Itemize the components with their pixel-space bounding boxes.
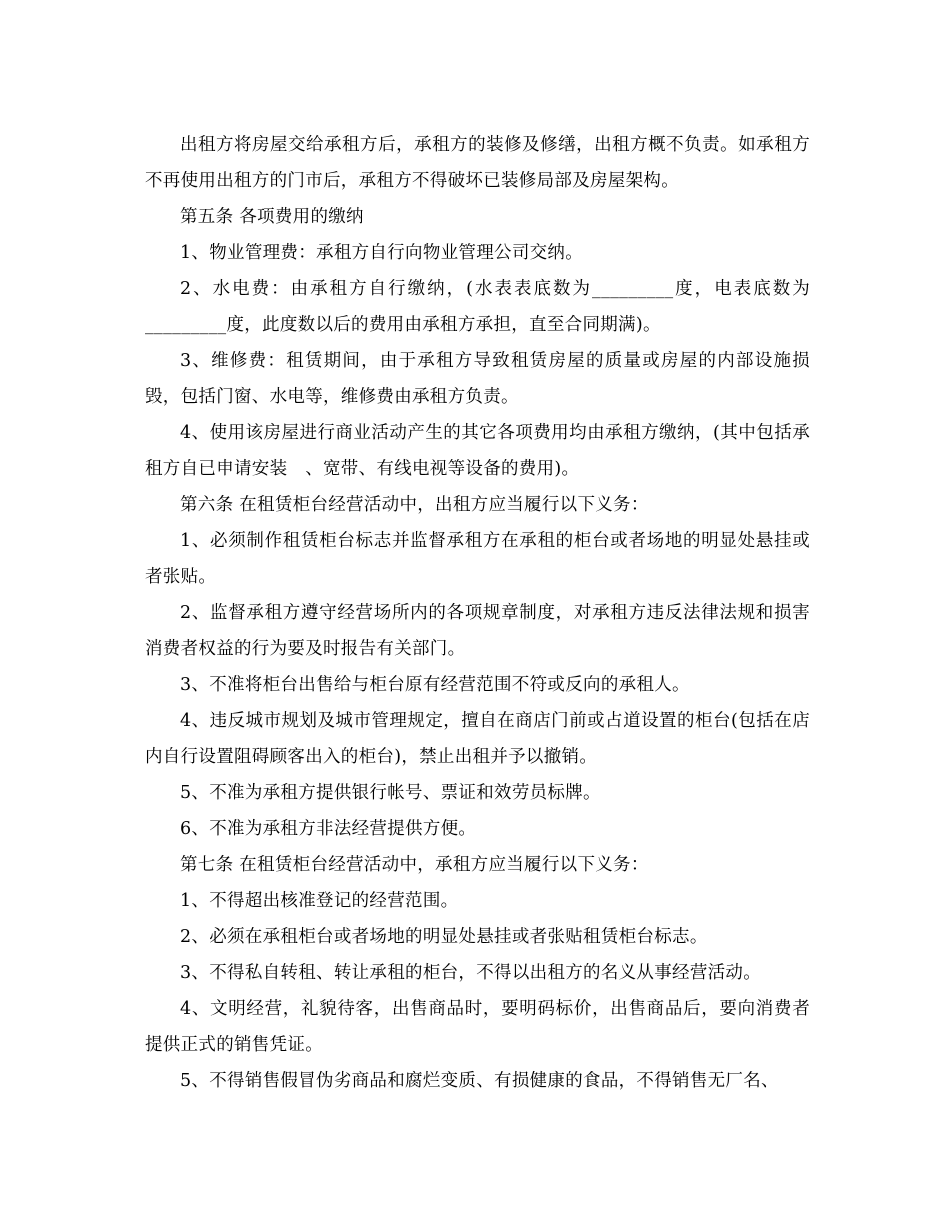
paragraph-property-fee: 1、物业管理费：承租方自行向物业管理公司交纳。 — [180, 243, 584, 263]
paragraph-lessor-duty-4: 4、违反城市规划及城市管理规定，擅自在商店门前或占道设置的柜台(包括在店内自行设置阻碍顾客出入的柜台)，禁止出租并予以撤销。 — [145, 711, 810, 767]
paragraph-lessor-duty-6: 6、不准为承租方非法经营提供方便。 — [180, 819, 477, 839]
paragraph-decoration-clause: 出租方将房屋交给承租方后，承租方的装修及修缮，出租方概不负责。如承租方不再使用出租方的门市后，承租方不得破坏已装修局部及房屋架构。 — [145, 135, 810, 191]
article-7-heading: 第七条 在租赁柜台经营活动中，承租方应当履行以下义务： — [180, 855, 649, 875]
paragraph-repair-fee: 3、维修费：租赁期间，由于承租方导致租赁房屋的质量或房屋的内部设施损毁，包括门窗、水电等，维修费由承租方负责。 — [145, 351, 810, 407]
paragraph-lessor-duty-5: 5、不准为承租方提供银行帐号、票证和效劳员标牌。 — [180, 783, 601, 803]
paragraph-lessor-duty-3: 3、不准将柜台出售给与柜台原有经营范围不符或反向的承租人。 — [180, 675, 690, 695]
paragraph-utility-fee: 2、水电费：由承租方自行缴纳，(水表表底数为_________度，电表底数为_________度，此度数以后的费用由承租方承担，直至合同期满)。 — [145, 279, 810, 335]
paragraph-lessee-duty-4: 4、文明经营，礼貌待客，出售商品时，要明码标价，出售商品后，要向消费者提供正式的销售凭证。 — [145, 999, 810, 1055]
paragraph-lessee-duty-2: 2、必须在承租柜台或者场地的明显处悬挂或者张贴租赁柜台标志。 — [180, 927, 708, 947]
paragraph-lessee-duty-1: 1、不得超出核准登记的经营范围。 — [180, 891, 459, 911]
article-6-heading: 第六条 在租赁柜台经营活动中，出租方应当履行以下义务： — [180, 495, 649, 515]
document-page — [145, 127, 810, 1099]
paragraph-other-fees: 4、使用该房屋进行商业活动产生的其它各项费用均由承租方缴纳，(其中包括承租方自已申请安装 、宽带、有线电视等设备的费用)。 — [145, 423, 810, 479]
article-5-heading: 第五条 各项费用的缴纳 — [180, 207, 364, 227]
paragraph-lessee-duty-5: 5、不得销售假冒伪劣商品和腐烂变质、有损健康的食品，不得销售无厂名、 — [180, 1071, 779, 1091]
paragraph-lessor-duty-1: 1、必须制作租赁柜台标志并监督承租方在承租的柜台或者场地的明显处悬挂或者张贴。 — [145, 531, 810, 587]
paragraph-lessee-duty-3: 3、不得私自转租、转让承租的柜台，不得以出租方的名义从事经营活动。 — [180, 963, 762, 983]
paragraph-lessor-duty-2: 2、监督承租方遵守经营场所内的各项规章制度，对承租方违反法律法规和损害消费者权益的行为要及时报告有关部门。 — [145, 603, 810, 659]
